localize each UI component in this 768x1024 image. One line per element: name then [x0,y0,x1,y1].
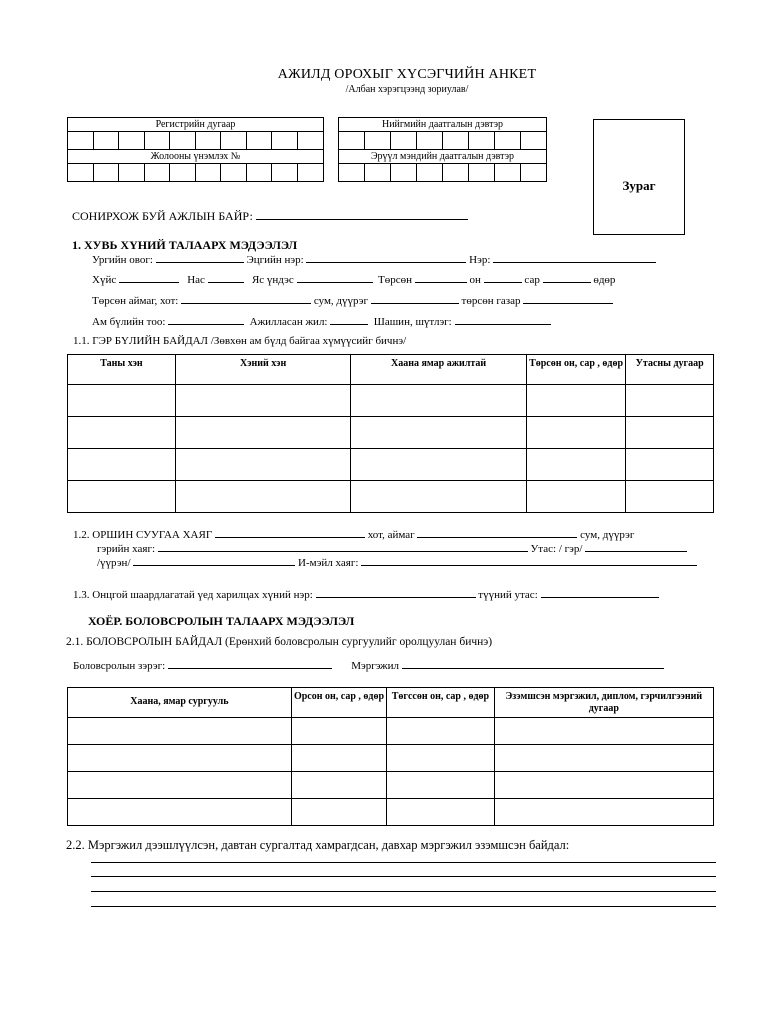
family-title: 1.1. ГЭР БҮЛИЙН БАЙДАЛ /Зөвхөн ам бүлд байгаа хүмүүсийг бичнэ/ [73,335,407,347]
training-line-4[interactable] [91,906,716,907]
gender-field[interactable] [119,272,179,283]
family-name-field[interactable] [156,252,244,263]
father-name-field[interactable] [306,252,466,263]
work-years-label: Ажилласан жил: [249,316,328,328]
education-level-field[interactable] [168,658,332,669]
table-row [68,718,714,745]
desired-position-label: СОНИРХОЖ БУЙ АЖЛЫН БАЙР: [72,209,253,223]
address-aimag-field[interactable] [417,527,577,538]
register-cell[interactable] [68,132,94,150]
emergency-label: 1.3. Онцгой шаардлагатай үед харилцах хүний нэр: [73,589,313,601]
photo-label: Зураг [622,178,656,193]
training-line-1[interactable] [91,862,716,863]
education-title: 2.1. БОЛОВСРОЛЫН БАЙДАЛ (Ерөнхий боловсролын сургуулийг оролцуулан бичнэ) [66,636,493,648]
emergency-phone-label: түүний утас: [478,589,538,601]
family-header-phone: Утасны дугаар [626,355,714,385]
register-license-grid [67,117,324,182]
father-name-label: Эцгийн нэр: [246,254,304,266]
birth-aimag-label: Төрсөн аймаг, хот: [92,295,179,307]
home-phone-label: Утас: / гэр/ [530,543,583,555]
profession-field[interactable] [402,658,664,669]
work-years-field[interactable] [330,314,368,325]
day-label: өдөр [593,274,616,286]
home-phone-field[interactable] [585,541,687,552]
born-label: Төрсөн [378,274,413,286]
name-field[interactable] [493,252,656,263]
desired-position-field[interactable] [256,209,468,220]
health-insurance-label: Эрүүл мэндийн даатгалын дэвтэр [339,150,547,164]
address-row [73,527,634,541]
family-header-birthdate: Төрсөн он, сар , өдөр [526,355,625,385]
emergency-name-field[interactable] [316,587,476,598]
family-size-row [92,314,551,328]
table-row [68,417,714,449]
address-aimag-label: хот, аймаг [367,529,415,541]
table-row [68,745,714,772]
family-header-whose: Хэний хэн [175,355,350,385]
education-table [67,687,714,826]
age-field[interactable] [208,272,244,283]
birthplace-row [92,293,613,307]
edu-header-school: Хаана, ямар сургууль [68,688,292,718]
birth-year-field[interactable] [415,272,467,283]
address-field[interactable] [215,527,365,538]
emergency-row [73,587,659,601]
mobile-label: /үүрэн/ [97,557,131,569]
birth-aimag-field[interactable] [181,293,311,304]
education-level-label: Боловсролын зэрэг: [73,660,166,672]
home-address-label: гэрийн хаяг: [97,543,156,555]
table-row [68,449,714,481]
ethnicity-field[interactable] [297,272,373,283]
register-label: Регистрийн дугаар [68,118,324,132]
page-subtitle: /Албан хэрэгцээнд зориулав/ [345,84,469,95]
family-header-work: Хаана ямар ажилтай [351,355,527,385]
soum-label: сум, дүүрэг [313,295,369,307]
religion-field[interactable] [455,314,551,325]
page-title: АЖИЛД ОРОХЫГ ХҮСЭГЧИЙН АНКЕТ [277,67,537,82]
mobile-row [97,555,697,569]
table-row [68,799,714,826]
table-row [68,772,714,799]
training-line-3[interactable] [91,891,716,892]
home-address-field[interactable] [158,541,528,552]
training-line-2[interactable] [91,876,716,877]
age-label: Нас [187,274,205,286]
ethnicity-label: Яс үндэс [251,274,294,286]
table-row [68,385,714,417]
birth-month-field[interactable] [484,272,522,283]
social-cell[interactable] [339,132,365,150]
edu-header-entered: Орсон он, сар , өдөр [291,688,386,718]
family-header-relation: Таны хэн [68,355,176,385]
profession-label: Мэргэжил [351,660,399,672]
training-label: 2.2. Мэргэжил дээшлүүлсэн, давтан сургалтад хамрагдсан, давхар мэргэжил эзэмшсэн байдал: [66,838,570,852]
license-cell[interactable] [68,164,94,182]
email-label: И-мэйл хаяг: [298,557,359,569]
desired-position-row [72,209,468,224]
education-level-row [73,658,664,672]
gender-age-row [92,272,615,286]
address-soum-label: сум, дүүрэг [580,529,635,541]
mobile-field[interactable] [133,555,295,566]
social-insurance-label: Нийгмийн даатгалын дэвтэр [339,118,547,132]
family-name-label: Ургийн овог: [92,254,153,266]
home-address-row [97,541,687,555]
family-size-field[interactable] [168,314,244,325]
photo-box[interactable] [593,119,685,235]
name-row [92,252,656,266]
family-table [67,354,714,513]
edu-header-diploma: Эзэмшсэн мэргэжил, диплом, гэрчилгээний дугаар [494,688,713,718]
health-cell[interactable] [339,164,365,182]
gender-label: Хүйс [92,274,117,286]
month-label: сар [524,274,540,286]
birthplace-label: төрсөн газар [461,295,521,307]
family-size-label: Ам бүлийн тоо: [92,316,166,328]
address-label: 1.2. ОРШИН СУУГАА ХАЯГ [73,529,213,541]
name-label: Нэр: [469,254,491,266]
license-label: Жолооны үнэмлэх № [68,150,324,164]
year-label: он [469,274,481,286]
edu-header-graduated: Төгссөн он, сар , өдөр [387,688,494,718]
emergency-phone-field[interactable] [541,587,659,598]
soum-field[interactable] [371,293,459,304]
table-row [68,481,714,513]
section2-title: ХОЁР. БОЛОВСРОЛЫН ТАЛААРХ МЭДЭЭЛЭЛ [88,614,355,628]
religion-label: Шашин, шүтлэг: [373,316,452,328]
birth-day-field[interactable] [543,272,591,283]
section1-title: 1. ХУВЬ ХҮНИЙ ТАЛААРХ МЭДЭЭЛЭЛ [72,238,298,252]
birthplace-field[interactable] [523,293,613,304]
insurance-grid [338,117,547,182]
email-field[interactable] [361,555,697,566]
